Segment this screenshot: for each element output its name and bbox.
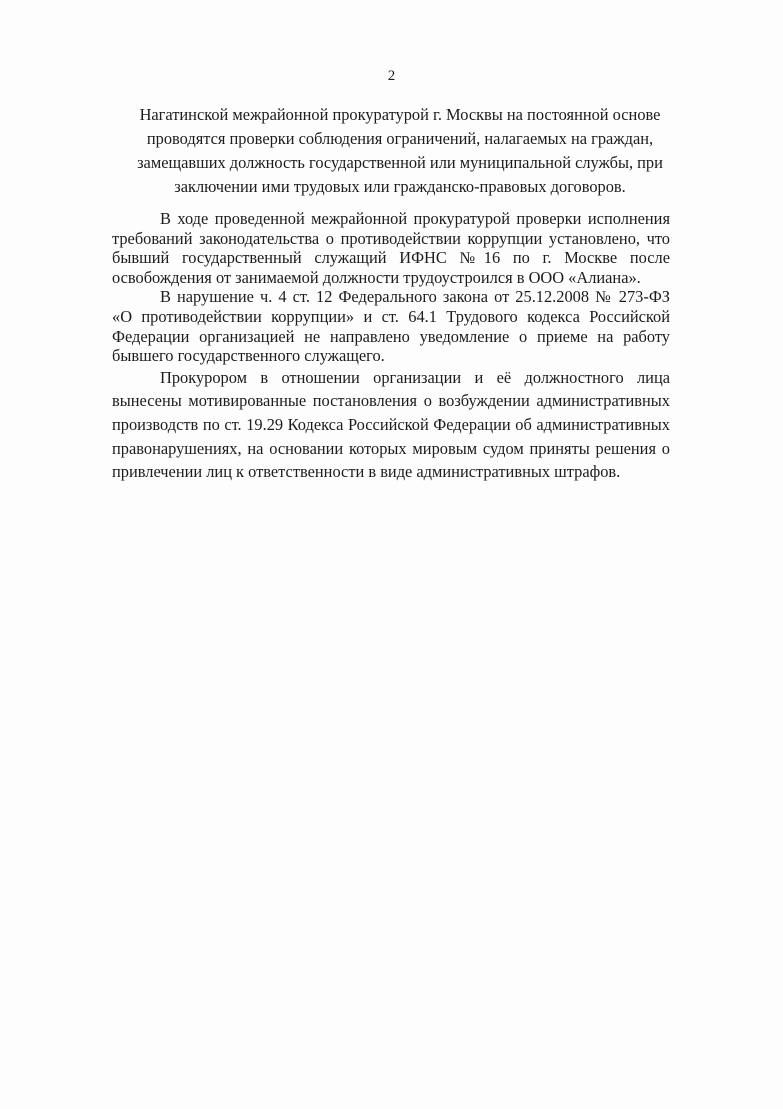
page-number: 2 <box>387 68 396 84</box>
heading-line-4: заключении ими трудовых или гражданско-правовых договоров. <box>174 177 626 196</box>
heading-line-3: замещавших должность государственной или муниципальной службы, при <box>137 153 663 172</box>
heading-line-1: Нагатинской межрайонной прокуратурой г. Москвы на постоянной основе <box>139 105 661 124</box>
heading-line-2: проводятся проверки соблюдения ограничений, налагаемых на граждан, <box>146 129 654 148</box>
document-heading <box>120 103 680 199</box>
paragraph-violation: В нарушение ч. 4 ст. 12 Федерального закона от 25.12.2008 № 273-ФЗ «О противодействии коррупции» и ст. 64.1 Трудового кодекса Российской Федерации организацией не направлено уведомление о приеме на работу бывшего государственного служащего. <box>112 287 670 366</box>
paragraph-inspection: В ходе проведенной межрайонной прокуратурой проверки исполнения требований законодательства о противодействии коррупции установлено, что бывший государственный служащий ИФНС №16 по г. Москве после освобождения от занимаемой должности трудоустроился в ООО «Алиана». <box>112 209 670 287</box>
paragraph-penalties: Прокурором в отношении организации и её должностного лица вынесены мотивированные постановления о возбуждении административных производств по ст. 19.29 Кодекса Российской Федерации об административных правонарушениях, на основании которых мировым судом приняты решения о привлечении лиц к ответственности в виде административных штрафов. <box>112 367 670 482</box>
document-body <box>112 209 670 484</box>
